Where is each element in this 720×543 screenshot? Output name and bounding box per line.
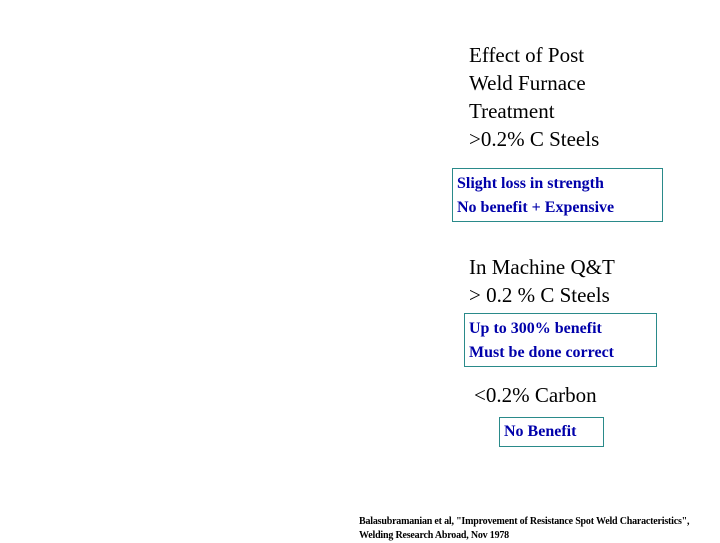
heading-line: Weld Furnace [469,71,586,95]
heading-line: Effect of Post [469,43,585,67]
citation-line: Welding Research Abroad, Nov 1978 [359,530,509,541]
box-line: Slight loss in strength [457,175,604,192]
low-carbon-heading [474,381,597,409]
post-weld-furnace-heading [469,41,599,153]
heading-line: <0.2% Carbon [474,383,597,407]
in-machine-qt-heading [469,253,615,309]
heading-line: >0.2% C Steels [469,127,600,151]
box-line: No Benefit [504,423,577,440]
box-line: Up to 300% benefit [469,320,602,337]
heading-line: Treatment [469,99,555,123]
box-line: No benefit + Expensive [457,199,615,216]
qt-result-box [464,313,657,367]
heading-line: > 0.2 % C Steels [469,283,610,307]
citation-line: Balasubramanian et al, "Improvement of Resistance Spot Weld Characteristics", [359,516,690,527]
low-carbon-result-box [499,417,604,447]
citation [359,515,689,543]
furnace-result-box [452,168,663,222]
heading-line: In Machine Q&T [469,255,615,279]
box-line: Must be done correct [469,344,614,361]
